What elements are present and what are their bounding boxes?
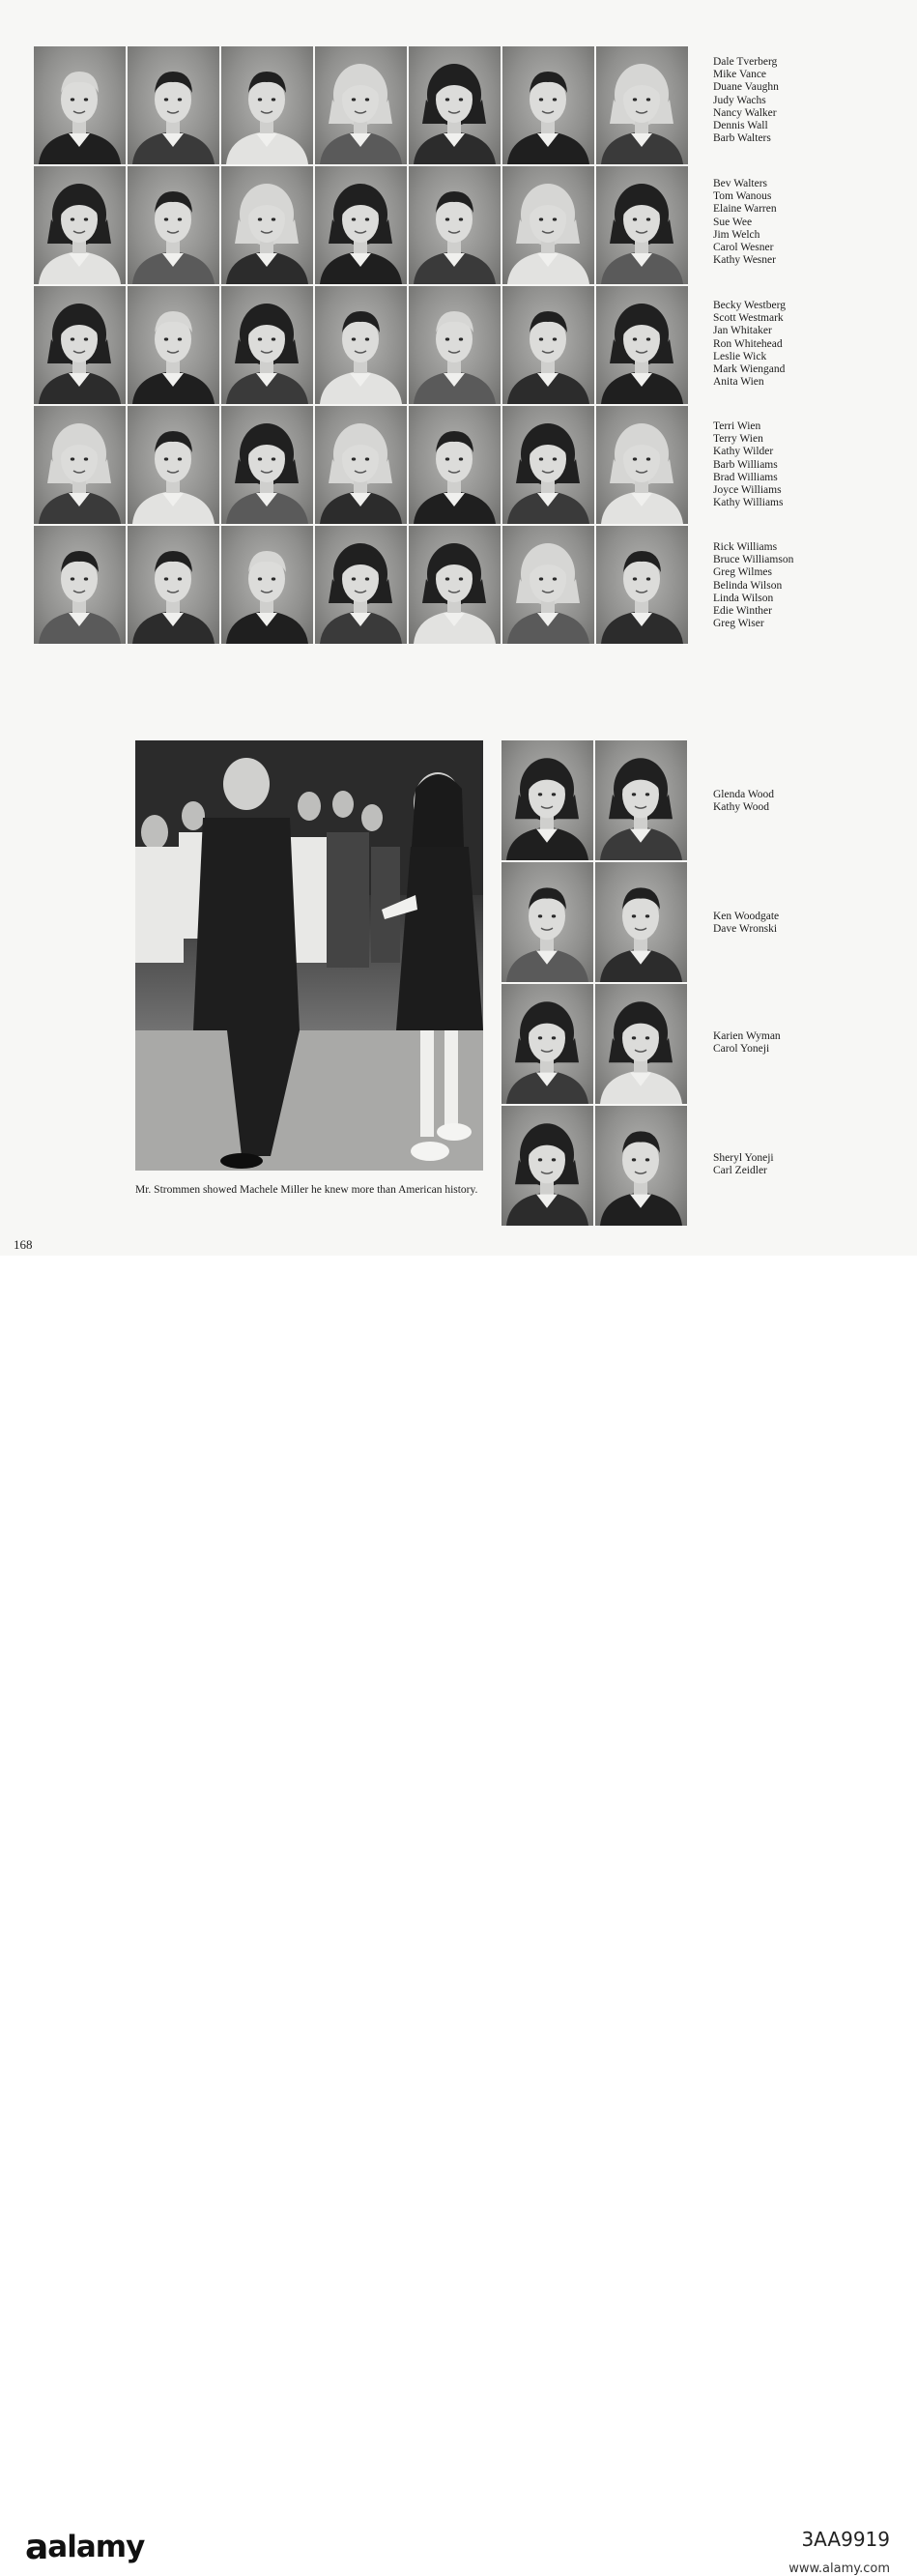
- student-portrait: [34, 406, 126, 524]
- student-name: Carol Wesner: [713, 242, 774, 254]
- student-name: Bev Walters: [713, 178, 768, 189]
- student-portrait: [501, 1106, 593, 1226]
- student-portrait: [501, 862, 593, 982]
- student-name: Nancy Walker: [713, 106, 777, 119]
- student-name: Kathy Wood: [713, 801, 769, 814]
- student-portrait: [596, 46, 688, 164]
- student-name: Rick Williams: [713, 541, 778, 553]
- image-id: 3AA9919: [801, 2528, 890, 2551]
- student-portrait: [315, 166, 407, 284]
- student-portrait: [221, 526, 313, 644]
- name-list: [713, 1030, 906, 1056]
- student-portrait: [595, 740, 687, 860]
- student-portrait: [502, 406, 594, 524]
- alamy-url: www.alamy.com: [788, 2562, 890, 2576]
- page-number: 168: [14, 1237, 33, 1252]
- logo-mark: a: [25, 2528, 48, 2567]
- student-name: Barb Walters: [713, 132, 771, 145]
- student-name: Brad Williams: [713, 471, 778, 483]
- student-portrait: [221, 166, 313, 284]
- student-name: Kathy Wesner: [713, 254, 776, 267]
- student-name: Ken Woodgate: [713, 911, 780, 922]
- student-name: Leslie Wick: [713, 350, 767, 362]
- student-portrait: [221, 286, 313, 404]
- student-name: Ron Whitehead: [713, 337, 783, 350]
- student-name: Dave Wronski: [713, 923, 778, 936]
- student-name: Greg Wiser: [713, 618, 764, 630]
- student-portrait: [502, 166, 594, 284]
- name-list: [713, 911, 906, 936]
- student-name: Kathy Wilder: [713, 446, 774, 458]
- student-portrait: [34, 286, 126, 404]
- student-name: Scott Westmark: [713, 312, 784, 325]
- student-portrait: [409, 526, 501, 644]
- pair-portrait-grid: [501, 740, 687, 1226]
- student-portrait: [221, 406, 313, 524]
- student-portrait: [128, 166, 219, 284]
- student-name: Joyce Williams: [713, 484, 782, 497]
- student-portrait: [596, 526, 688, 644]
- student-name: Bruce Williamson: [713, 554, 794, 566]
- dance-scene: [135, 740, 483, 1171]
- student-portrait: [409, 406, 501, 524]
- student-name: Elaine Warren: [713, 203, 777, 216]
- student-name: Jan Whitaker: [713, 325, 772, 337]
- student-name: Karien Wyman: [713, 1030, 781, 1042]
- student-portrait: [502, 286, 594, 404]
- student-portrait: [502, 46, 594, 164]
- candid-dance-photo: [135, 740, 483, 1171]
- name-list: [713, 1152, 906, 1177]
- student-name: Greg Wilmes: [713, 566, 772, 579]
- student-portrait: [315, 286, 407, 404]
- student-portrait: [128, 46, 219, 164]
- name-list: [713, 56, 906, 145]
- student-portrait: [501, 740, 593, 860]
- student-portrait: [34, 166, 126, 284]
- stock-banner: [0, 1256, 917, 2576]
- student-name: Mike Vance: [713, 69, 767, 81]
- student-name: Barb Williams: [713, 458, 778, 471]
- student-name: Dennis Wall: [713, 120, 768, 132]
- student-name: Carl Zeidler: [713, 1165, 767, 1177]
- student-name: Belinda Wilson: [713, 579, 783, 592]
- student-portrait: [221, 46, 313, 164]
- student-name: Edie Winther: [713, 605, 772, 618]
- student-portrait: [34, 526, 126, 644]
- student-portrait: [315, 526, 407, 644]
- student-portrait: [128, 286, 219, 404]
- student-portrait: [596, 286, 688, 404]
- student-name: Judy Wachs: [713, 94, 766, 106]
- student-name: Linda Wilson: [713, 592, 774, 604]
- student-name: Glenda Wood: [713, 789, 775, 800]
- student-portrait: [501, 984, 593, 1104]
- student-name: Terri Wien: [713, 420, 761, 432]
- student-name: Anita Wien: [713, 376, 764, 389]
- student-portrait: [595, 862, 687, 982]
- name-list: [713, 178, 906, 267]
- name-list: [713, 789, 906, 814]
- candid-caption: Mr. Strommen showed Machele Miller he knew more than American history.: [135, 1184, 478, 1196]
- name-list: [713, 300, 906, 389]
- student-portrait: [34, 46, 126, 164]
- student-portrait: [409, 286, 501, 404]
- student-portrait: [409, 166, 501, 284]
- alamy-logo: [25, 2528, 144, 2567]
- portrait-grid: [34, 46, 688, 644]
- student-name: Jim Welch: [713, 228, 760, 241]
- student-name: Mark Wiengand: [713, 363, 786, 376]
- yearbook-page: [0, 0, 917, 1256]
- student-name: Carol Yoneji: [713, 1043, 770, 1056]
- student-portrait: [315, 406, 407, 524]
- logo-text: alamy: [47, 2530, 145, 2564]
- student-portrait: [315, 46, 407, 164]
- student-portrait: [596, 166, 688, 284]
- student-name: Sheryl Yoneji: [713, 1152, 774, 1164]
- student-name: Duane Vaughn: [713, 81, 779, 94]
- student-portrait: [595, 1106, 687, 1226]
- student-portrait: [595, 984, 687, 1104]
- student-name: Sue Wee: [713, 216, 753, 228]
- student-portrait: [596, 406, 688, 524]
- student-portrait: [128, 526, 219, 644]
- student-name: Becky Westberg: [713, 300, 786, 311]
- student-name: Tom Wanous: [713, 190, 772, 203]
- student-portrait: [502, 526, 594, 644]
- student-portrait: [128, 406, 219, 524]
- name-list: [713, 541, 906, 630]
- student-name: Terry Wien: [713, 433, 763, 446]
- name-list: [713, 420, 906, 509]
- student-portrait: [409, 46, 501, 164]
- student-name: Kathy Williams: [713, 497, 784, 509]
- student-name: Dale Tverberg: [713, 56, 778, 68]
